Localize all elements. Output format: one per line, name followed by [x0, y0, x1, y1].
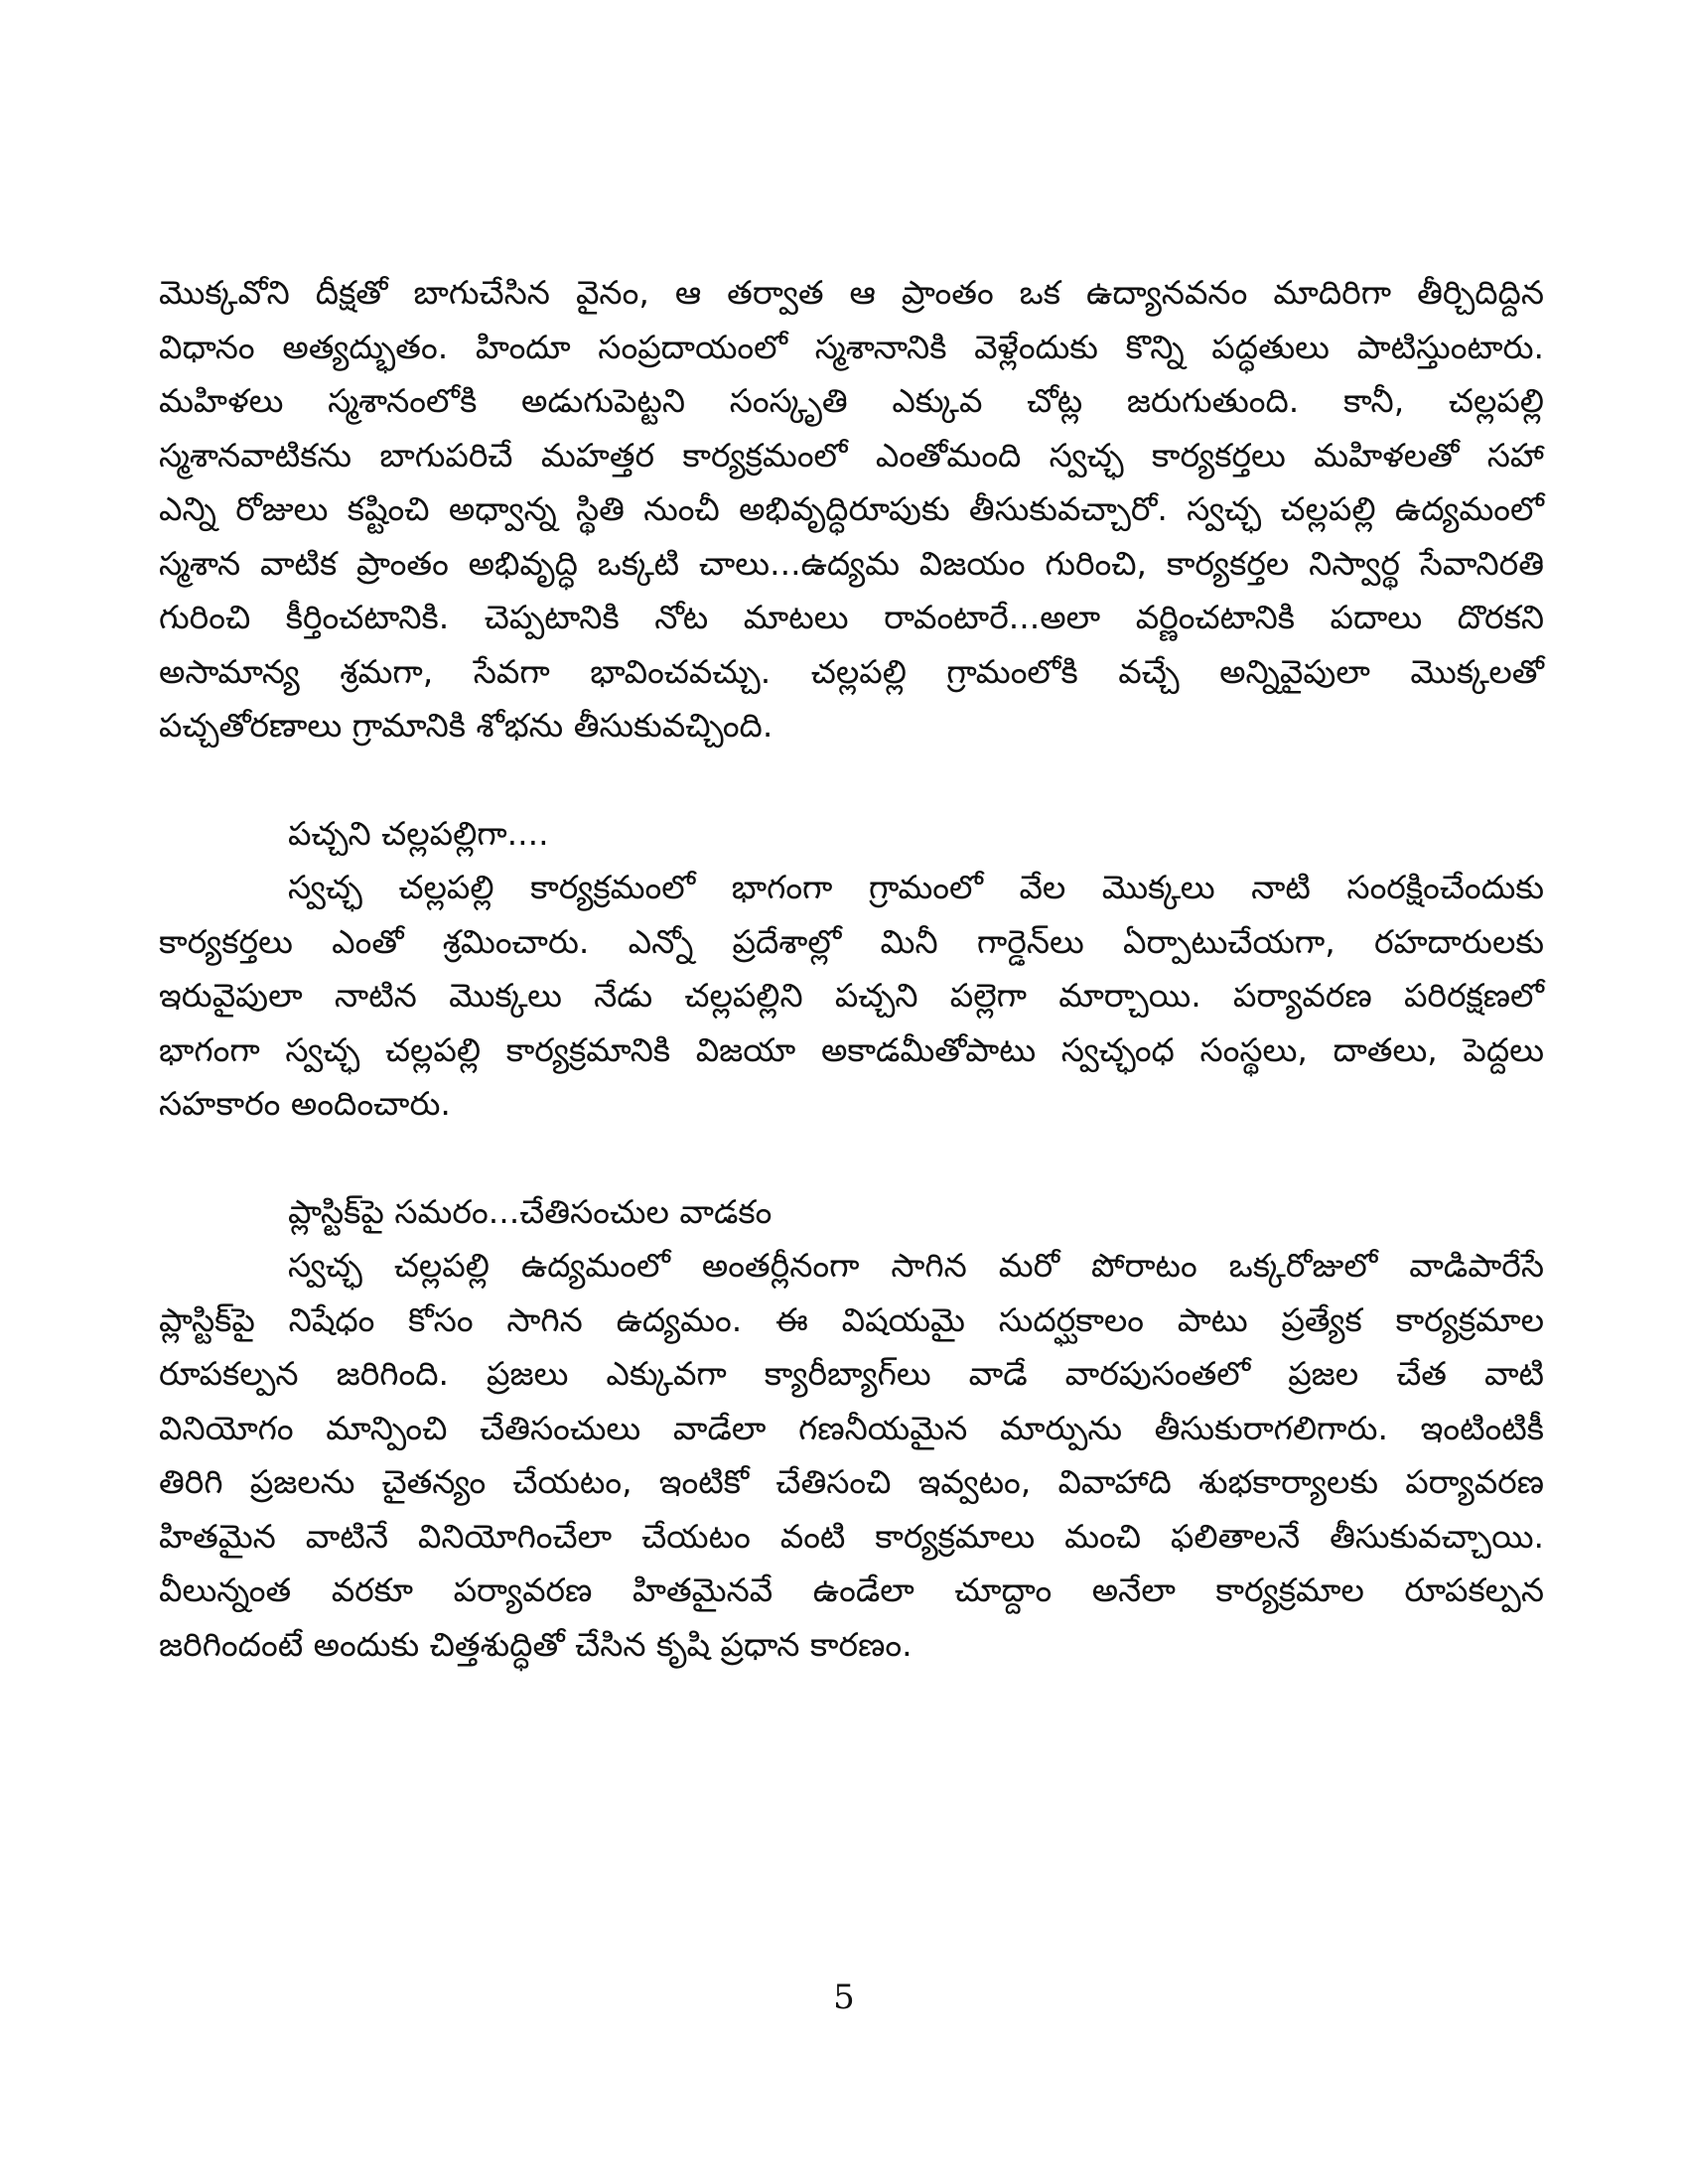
text-line: ప్లాస్టిక్‌పై నిషేధం కోసం సాగిన ఉద్యమం. ఈ విషయమై సుదర్ఘకాలం పాటు ప్రత్యేక కార్యక్రమాల	[159, 1299, 1544, 1339]
text-line: మహిళలు స్మశానంలోకి అడుగుపెట్టని సంస్కృతి ఎక్కువ చోట్ల జరుగుతుంది. కానీ, చల్లపల్లి	[159, 381, 1544, 420]
text-line: వినియోగం మాన్పించి చేతిసంచులు వాడేలా గణనీయమైన మార్పును తీసుకురాగలిగారు. ఇంటింటికీ	[159, 1408, 1544, 1447]
paragraph-1	[159, 266, 1544, 753]
text-line: భాగంగా స్వచ్ఛ చల్లపల్లి కార్యక్రమానికి విజయా అకాడమీతోపాటు స్వచ్ఛంధ సంస్థలు, దాతలు, పెద్దలు	[159, 1029, 1544, 1069]
paragraph-spacer	[159, 753, 1544, 807]
text-line: మొక్కవోని దీక్షతో బాగుచేసిన వైనం, ఆ తర్వాత ఆ ప్రాంతం ఒక ఉద్యానవనం మాదిరిగా తీర్చిదిద్దిన	[159, 273, 1544, 312]
text-line: వీలున్నంత వరకూ పర్యావరణ హితమైనవే ఉండేలా చూద్దాం అనేలా కార్యక్రమాల రూపకల్పన	[159, 1570, 1544, 1609]
text-line: జరిగిందంటే అందుకు చిత్తశుద్ధితో చేసిన కృషి ప్రధాన కారణం.	[159, 1624, 913, 1664]
text-line: తిరిగి ప్రజలను చైతన్యం చేయటం, ఇంటికో చేతిసంచి ఇవ్వటం, వివాహాది శుభకార్యాలకు పర్యావరణ	[159, 1462, 1544, 1501]
text-line: కార్యకర్తలు ఎంతో శ్రమించారు. ఎన్నో ప్రదేశాల్లో మినీ గార్డెన్‌లు ఏర్పాటుచేయగా, రహదారులకు	[159, 921, 1544, 961]
section-heading: పచ్చని చల్లపల్లిగా....	[288, 813, 549, 853]
text-line: గురించి కీర్తించటానికి. చెప్పటానికి నోట మాటలు రావంటారే...అలా వర్ణించటానికి పదాలు దొరకని	[159, 598, 1544, 636]
text-line: స్మశానవాటికను బాగుపరిచే మహత్తర కార్యక్రమంలో ఎంతోమంది స్వచ్ఛ కార్యకర్తలు మహిళలతో సహా	[159, 435, 1544, 475]
section-heading: ప్లాస్టిక్‌పై సమరం...చేతిసంచుల వాడకం	[288, 1191, 773, 1231]
text-line: స్వచ్ఛ చల్లపల్లి ఉద్యమంలో అంతర్లీనంగా సాగిన మరో పోరాటం ఒక్కరోజులో వాడిపారేసే	[288, 1246, 1544, 1285]
body-text	[159, 266, 1544, 1672]
text-line: ఎన్ని రోజులు కష్టించి అధ్వాన్న స్థితి నుంచీ అభివృద్ధిరూపుకు తీసుకువచ్చారో. స్వచ్ఛ చల్లపల్లి ఉద్యమంలో	[159, 489, 1544, 528]
page-number: 5	[833, 1978, 855, 2017]
text-line: ఇరువైపులా నాటిన మొక్కలు నేడు చల్లపల్లిని పచ్చని పల్లెగా మార్చాయి. పర్యావరణ పరిరక్షణలో	[159, 976, 1544, 1015]
text-line: రూపకల్పన జరిగింది. ప్రజలు ఎక్కువగా క్యారీబ్యాగ్‌లు వాడే వారపుసంతలో ప్రజల చేత వాటి	[159, 1354, 1544, 1393]
text-line: పచ్చతోరణాలు గ్రామానికి శోభను తీసుకువచ్చింది.	[159, 706, 774, 745]
text-line: విధానం అత్యద్భుతం. హిందూ సంప్రదాయంలో స్మశానానికి వెళ్లేందుకు కొన్ని పద్ధతులు పాటిస్తుంటారు.	[159, 327, 1544, 366]
text-line: సహకారం అందించారు.	[159, 1084, 451, 1123]
text-line: హితమైన వాటినే వినియోగించేలా చేయటం వంటి కార్యక్రమాలు మంచి ఫలితాలనే తీసుకువచ్చాయి.	[159, 1516, 1544, 1556]
text-line: స్మశాన వాటిక ప్రాంతం అభివృద్ధి ఒక్కటి చాలు...ఉద్యమ విజయం గురించి, కార్యకర్తల నిస్వార్థ సేవానిరతి	[159, 543, 1544, 583]
section-plastic-ban	[159, 1185, 1544, 1673]
text-line: అసామాన్య శ్రమగా, సేవగా భావించవచ్చు. చల్లపల్లి గ్రామంలోకి వచ్చే అన్నివైపులా మొక్కలతో	[159, 651, 1544, 691]
paragraph-spacer	[159, 1132, 1544, 1185]
section-green-challapalli	[159, 807, 1544, 1132]
text-line: స్వచ్ఛ చల్లపల్లి కార్యక్రమంలో భాగంగా గ్రామంలో వేల మొక్కలు నాటి సంరక్షించేందుకు	[288, 868, 1544, 906]
